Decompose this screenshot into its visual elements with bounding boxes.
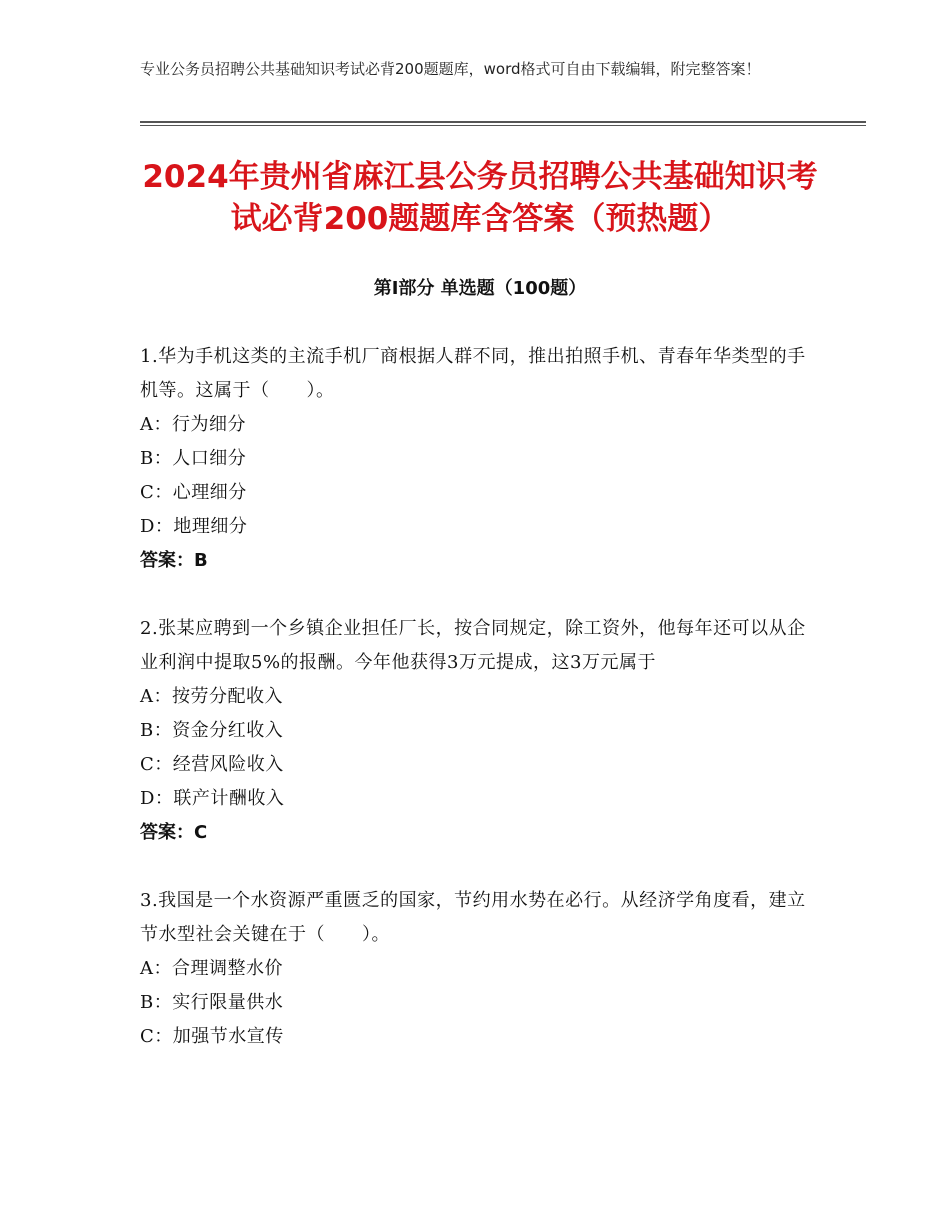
question-list bbox=[140, 340, 810, 1088]
option-c: C：加强节水宣传 bbox=[140, 1026, 284, 1047]
option-d: D：联产计酬收入 bbox=[140, 788, 285, 809]
question-stem: 1.华为手机这类的主流手机厂商根据人群不同，推出拍照手机、青春年华类型的手机等。这属于（ ）。 bbox=[140, 346, 806, 401]
header-note: 专业公务员招聘公共基础知识考试必背200题题库，word格式可自由下载编辑，附完整答案！ bbox=[140, 60, 761, 78]
option-b: B：资金分红收入 bbox=[140, 720, 284, 741]
option-c: C：经营风险收入 bbox=[140, 754, 284, 775]
question-stem: 3.我国是一个水资源严重匮乏的国家，节约用水势在必行。从经济学角度看，建立节水型社会关键在于（ ）。 bbox=[140, 890, 806, 945]
option-b: B：实行限量供水 bbox=[140, 992, 284, 1013]
question-3 bbox=[140, 884, 810, 1054]
option-d: D：地理细分 bbox=[140, 516, 248, 537]
option-a: A：合理调整水价 bbox=[140, 958, 283, 979]
header-divider-thin bbox=[140, 125, 866, 126]
answer-line: 答案：C bbox=[140, 822, 208, 843]
header-divider-thick bbox=[140, 121, 866, 123]
document-title: 2024年贵州省麻江县公务员招聘公共基础知识考试必背200题题库含答案（预热题） bbox=[142, 159, 818, 237]
option-c: C：心理细分 bbox=[140, 482, 247, 503]
answer-line: 答案：B bbox=[140, 550, 208, 571]
section-title: 第Ⅰ部分 单选题（100题） bbox=[373, 278, 587, 299]
option-a: A：行为细分 bbox=[140, 414, 246, 435]
option-a: A：按劳分配收入 bbox=[140, 686, 283, 707]
question-2 bbox=[140, 612, 810, 850]
option-b: B：人口细分 bbox=[140, 448, 247, 469]
question-1 bbox=[140, 340, 810, 578]
question-stem: 2.张某应聘到一个乡镇企业担任厂长，按合同规定，除工资外，他每年还可以从企业利润中提取5%的报酬。今年他获得3万元提成，这3万元属于 bbox=[140, 618, 806, 673]
